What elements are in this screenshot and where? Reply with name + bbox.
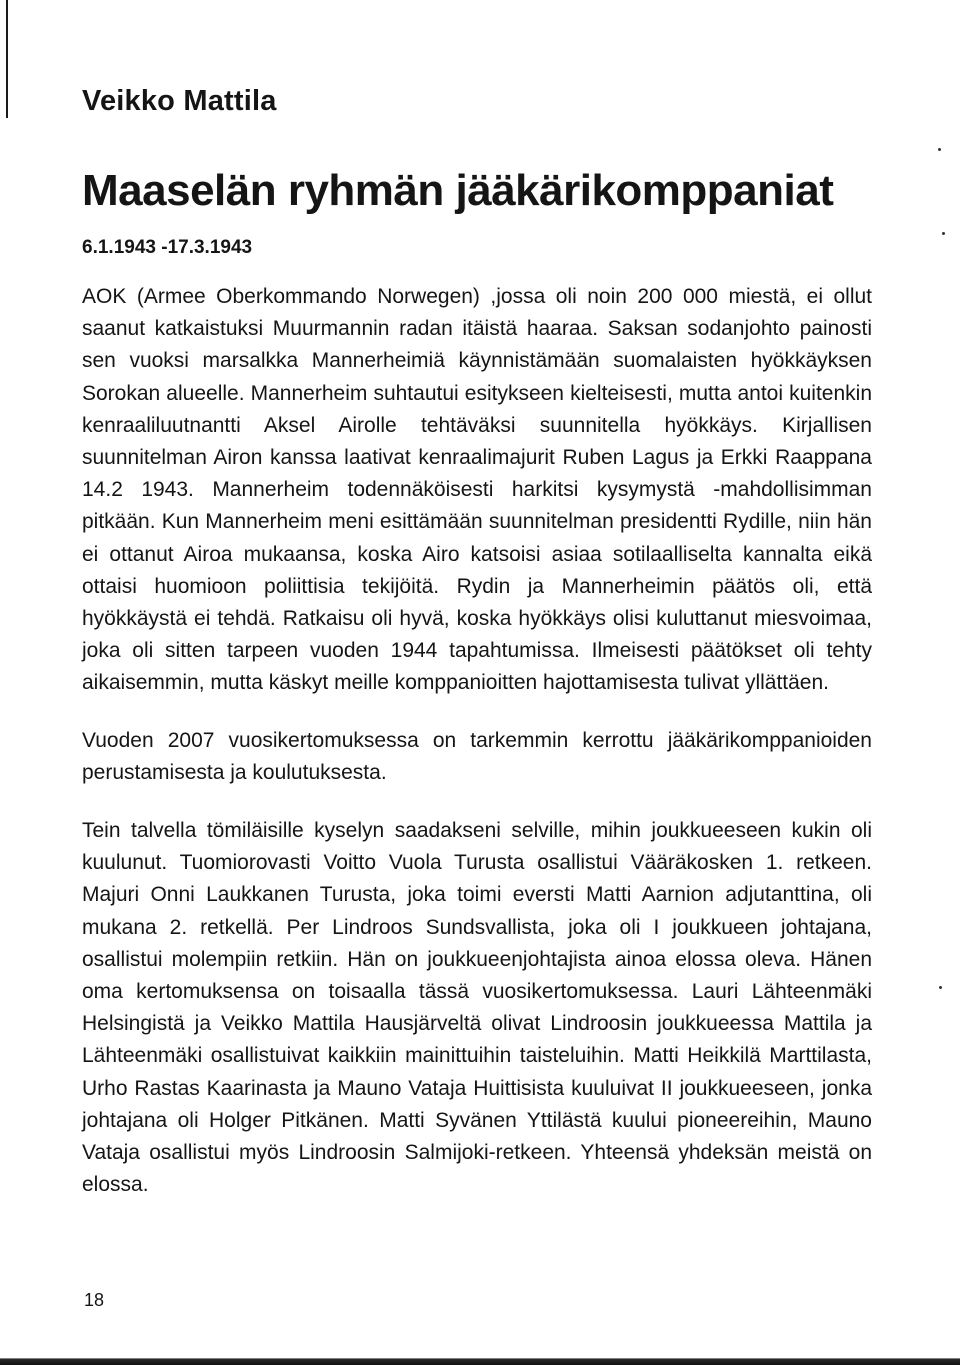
page-number: 18 xyxy=(84,1290,105,1310)
scan-left-edge xyxy=(6,0,8,118)
author-name: Veikko Mattila xyxy=(82,85,277,117)
scan-speck xyxy=(939,986,942,989)
scan-bottom-edge xyxy=(0,1354,960,1365)
article-body xyxy=(82,281,872,1227)
article-title: Maaselän ryhmän jääkärikomppaniat xyxy=(82,166,834,215)
date-range: 6.1.1943 -17.3.1943 xyxy=(82,237,253,258)
scan-speck xyxy=(942,232,945,235)
scan-speck xyxy=(938,148,941,151)
paragraph: Vuoden 2007 vuosikertomuksessa on tarkemmin kerrottu jääkärikomppanioiden perustamisesta ja koulutuksesta. xyxy=(82,728,872,784)
paragraph: Tein talvella tömiläisille kyselyn saadakseni selville, mihin joukkueeseen kukin oli kuulunut. Tuomiorovasti Voitto Vuola Turusta osallistui Vääräkosken 1. retkeen. Majuri Onni Laukkanen Turusta, joka toimi eversti Matti Aarnion adjutanttina, oli mukana 2. retkellä. Per Lindroos Sundsvallista, joka oli I joukkueen johtajana, osallistui molempiin retkiin. Hän on joukkueenjohtajista ainoa elossa oleva. Hänen oma kertomuksensa on toisaalla tässä vuosikertomuksessa. Lauri Lähteenmäki Helsingistä ja Veikko Mattila Hausjärveltä olivat Lindroosin joukkueessa Mattila ja Lähteenmäki osallistuivat kaikkiin mainittuihin taisteluihin. Matti Heikkilä Marttilasta, Urho Rastas Kaarinasta ja Mauno Vataja Huittisista kuuluivat II joukkueeseen, jonka johtajana oli Holger Pitkänen. Matti Syvänen Yttilästä kuului pioneereihin, Mauno Vataja osallistui myös Lindroosin Salmijoki-retkeen. Yhteensä yhdeksän meistä on elossa. xyxy=(82,819,872,1197)
paragraph: AOK (Armee Oberkommando Norwegen) ,jossa oli noin 200 000 miestä, ei ollut saanut katkaistuksi Muurmannin radan itäistä haaraa. Saksan sodanjohto painosti sen vuoksi marsalkka Mannerheimiä käynnistämään suomalaisten hyökkäyksen Sorokan alueelle. Mannerheim suhtautui esitykseen kielteisesti, mutta antoi kuitenkin kenraaliluutnantti Aksel Airolle tehtäväksi suunnitella hyökkäys. Kirjallisen suunnitelman Airon kanssa laativat kenraalimajurit Ruben Lagus ja Erkki Raappana 14.2 1943. Mannerheim todennäköisesti harkitsi kysymystä -mahdollisimman pitkään. Kun Mannerheim meni esittämään suunnitelman presidentti Rydille, niin hän ei ottanut Airoa mukaansa, koska Airo katsoisi asiaa sotilaalliselta kannalta eikä ottaisi huomioon poliittisia tekijöitä. Rydin ja Mannerheimin päätös oli, että hyökkäystä ei tehdä. Ratkaisu oli hyvä, koska hyökkäys olisi kuluttanut miesvoimaa, joka oli sitten tarpeen vuoden 1944 tapahtumissa. Ilmeisesti päätökset oli tehty aikaisemmin, mutta käskyt meille komppanioitten hajottamisesta tulivat yllättäen. xyxy=(82,285,872,695)
